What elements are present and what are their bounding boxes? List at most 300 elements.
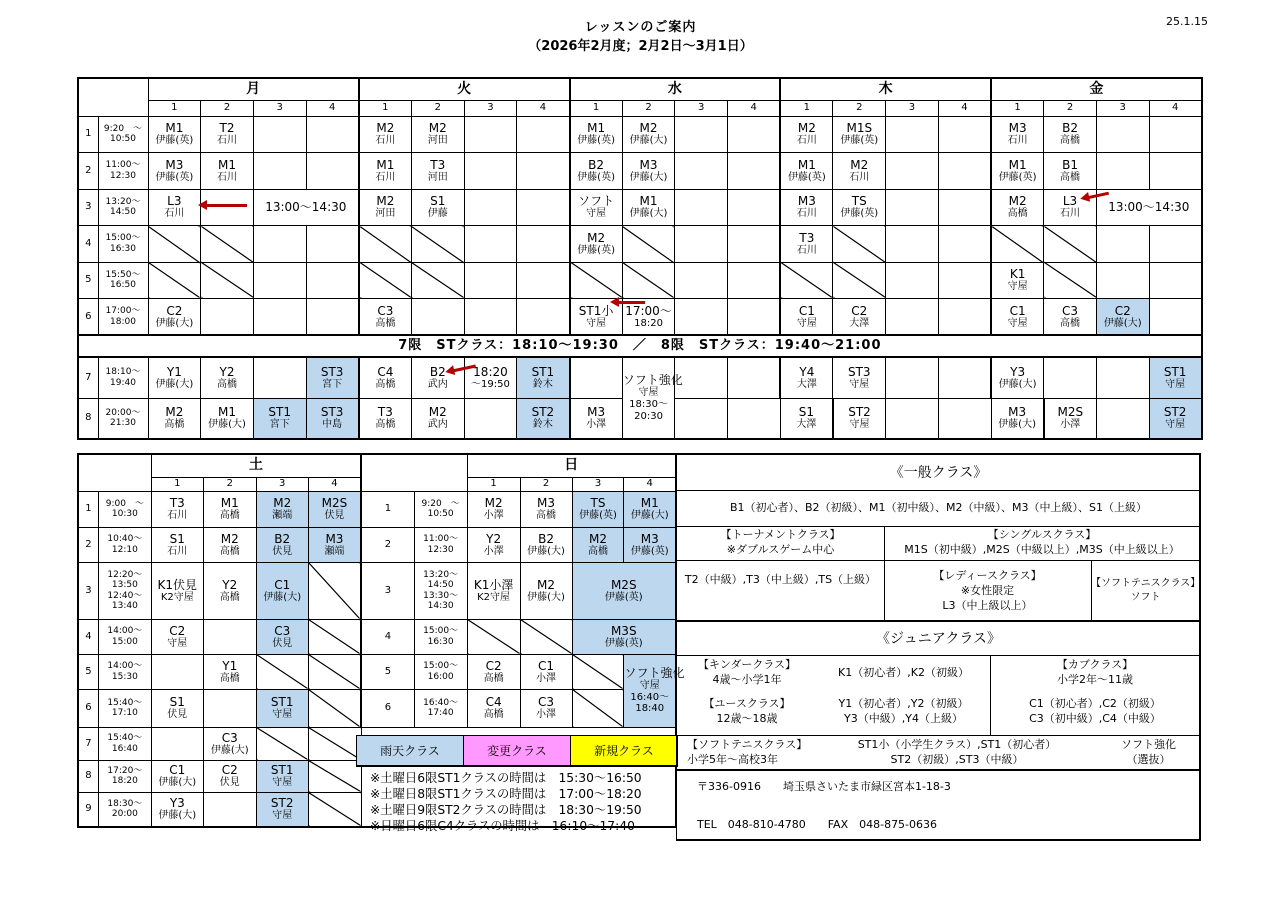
tournament-class-heading: 【トーナメントクラス】: [720, 528, 841, 541]
class-code: M2: [537, 577, 556, 592]
class-slot-cell: [151, 689, 203, 727]
class-slot-cell: [201, 357, 254, 398]
class-slot-cell: [675, 299, 728, 336]
period-time: 9:20 ～ 10:50: [98, 116, 148, 153]
day-header: 月: [148, 78, 359, 100]
class-code: Y4: [799, 364, 815, 379]
period-number: 1: [361, 491, 414, 527]
class-slot-cell: [148, 189, 201, 226]
class-slot-cell: [464, 299, 517, 336]
class-code: B2: [588, 157, 605, 172]
slot-number: 2: [833, 100, 886, 116]
class-coach: 伊藤(英): [630, 545, 669, 557]
class-code: M3: [639, 157, 658, 172]
period-number: 2: [78, 153, 98, 190]
class-coach: 守屋: [167, 637, 188, 649]
class-code: M2: [587, 230, 606, 245]
class-slot-cell: [1096, 398, 1149, 439]
class-code: C1: [169, 763, 186, 778]
class-slot-cell: [306, 299, 359, 336]
empty-slot-cell: [991, 226, 1044, 263]
class-slot-cell: [411, 189, 464, 226]
class-coach: 伊藤: [427, 208, 448, 220]
class-coach: 伊藤(英): [604, 591, 643, 603]
slot-number: 3: [256, 477, 308, 491]
class-slot-cell: [1096, 153, 1149, 190]
class-slot-cell: [1149, 299, 1202, 336]
corner-cell: [78, 78, 148, 116]
class-slot-cell: [203, 792, 256, 827]
class-slot-cell: [151, 619, 203, 654]
class-slot-cell: [148, 398, 201, 439]
cub-class-heading: 【カブクラス】: [1056, 658, 1134, 671]
period-time: 17:00～ 18:00: [98, 299, 148, 336]
class-slot-cell: [517, 116, 570, 153]
class-code: C1: [274, 577, 291, 592]
class-slot-cell: [991, 116, 1044, 153]
class-coach: 伊藤(大): [263, 591, 302, 603]
class-code: M1: [639, 194, 658, 209]
class-coach: 伊藤(大): [629, 208, 668, 220]
class-coach: 武内: [427, 378, 448, 390]
class-slot-cell: [1149, 357, 1202, 398]
class-coach: 武内: [427, 419, 448, 431]
class-slot-cell: [306, 398, 359, 439]
class-code: C3: [274, 623, 291, 638]
slot-number: 4: [308, 477, 361, 491]
class-slot-cell: [780, 226, 833, 263]
youth-class-levels-1: Y1（初心者）,Y2（初級）: [838, 697, 969, 710]
class-slot-cell: [624, 654, 685, 727]
class-coach: K2守屋: [477, 591, 511, 603]
class-coach: 伊藤(大): [158, 810, 197, 822]
class-coach: 鈴木: [532, 378, 553, 390]
class-code: ST1小: [578, 303, 614, 318]
class-code: M1: [640, 496, 659, 511]
empty-slot-cell: [359, 262, 412, 299]
junior-soft-tennis-levels-2: ST2（初級）,ST3（中級）: [890, 753, 1024, 766]
class-coach: 伊藤(英): [579, 510, 617, 522]
period-time: 13:20～ 14:50: [98, 189, 148, 226]
class-slot-cell: [411, 357, 464, 398]
class-slot-cell: [253, 226, 306, 263]
class-code: T3: [377, 405, 393, 420]
class-coach: 伊藤(大): [158, 777, 197, 789]
class-coach: 守屋: [1007, 317, 1028, 329]
class-slot-cell: [570, 116, 623, 153]
class-code: M2S: [610, 577, 637, 592]
day-header: 水: [570, 78, 781, 100]
class-code: C2: [169, 623, 186, 638]
class-coach: 守屋: [1165, 419, 1186, 431]
empty-slot-cell: [570, 262, 623, 299]
class-slot-cell: [306, 357, 359, 398]
class-slot-cell: [572, 527, 624, 562]
class-code: C2: [166, 303, 183, 318]
class-coach: 伏見: [167, 709, 188, 721]
class-slot-cell: [624, 527, 676, 562]
class-coach: 高橋: [588, 545, 608, 557]
cub-class-levels-1: C1（初心者）,C2（初級）: [1029, 697, 1161, 710]
period-number: 3: [78, 189, 98, 226]
class-coach: 伏見: [272, 637, 293, 649]
class-code: 17:00～: [625, 303, 672, 318]
class-code: C3: [377, 303, 394, 318]
class-code: T3: [430, 157, 446, 172]
class-coach: 石川: [1007, 135, 1028, 147]
class-slot-cell: [520, 689, 572, 727]
class-slot-cell: [203, 760, 256, 792]
class-coach: 石川: [796, 208, 817, 220]
slot-number: 1: [359, 100, 412, 116]
class-slot-cell: [148, 116, 201, 153]
class-code: S1: [430, 194, 446, 209]
class-coach: 石川: [167, 545, 188, 557]
singles-class-levels: M1S（初中級）,M2S（中級以上）,M3S（中上級以上）: [904, 543, 1180, 556]
class-coach: 伊藤(英): [998, 171, 1037, 183]
class-coach: 伊藤(英): [840, 208, 879, 220]
class-coach: 瀬端: [324, 545, 345, 557]
class-code: M2: [376, 194, 395, 209]
class-code: M3: [587, 405, 606, 420]
class-code: ST1: [270, 763, 294, 778]
ladies-class-heading: 【レディースクラス】: [933, 569, 1042, 582]
class-coach: 石川: [164, 208, 185, 220]
class-slot-cell: [1044, 357, 1097, 398]
class-code: TS: [590, 496, 606, 511]
class-coach: 石川: [849, 171, 870, 183]
period-number: 5: [78, 262, 98, 299]
empty-slot-cell: [572, 689, 624, 727]
class-coach: 石川: [217, 171, 238, 183]
soft-strong-sub: （選抜）: [1126, 753, 1171, 766]
class-slot-cell: [256, 562, 308, 619]
class-code: M2: [484, 496, 503, 511]
class-slot-cell: [201, 398, 254, 439]
class-coach: 伊藤(大): [527, 545, 565, 557]
class-code: ST2: [531, 405, 555, 420]
class-slot-cell: [938, 398, 991, 439]
slot-number: 3: [675, 100, 728, 116]
class-slot-cell: [886, 189, 939, 226]
color-legend: [356, 735, 678, 767]
class-code: M2: [797, 121, 816, 136]
class-slot-cell: [622, 116, 675, 153]
class-code: ST1: [1163, 364, 1187, 379]
class-code: M2S: [321, 496, 348, 511]
class-code: M3: [1008, 121, 1027, 136]
class-code: ST2: [848, 405, 871, 420]
class-coach: 伊藤(英): [577, 171, 615, 183]
empty-slot-cell: [622, 226, 675, 263]
class-slot-cell: [572, 619, 676, 654]
note-line: ※日曜日6限C4クラスの時間は 16:10～17:40: [370, 819, 635, 833]
class-coach: 高橋: [375, 378, 396, 390]
class-slot-cell: [201, 189, 254, 226]
class-coach: 伊藤(英): [840, 135, 879, 147]
period-number: 6: [361, 689, 414, 727]
class-code: Y3: [169, 796, 185, 811]
class-slot-cell: [464, 116, 517, 153]
class-slot-cell: [151, 727, 203, 760]
class-slot-cell: [675, 398, 728, 439]
slot-number: 2: [201, 100, 254, 116]
soft-strong-label: ソフト強化: [1121, 738, 1176, 751]
class-coach: 鈴木: [532, 419, 553, 431]
class-slot-cell: [728, 189, 781, 226]
empty-slot-cell: [520, 619, 572, 654]
slot-number: 4: [938, 100, 991, 116]
class-code: M1: [165, 121, 184, 136]
class-coach: 高橋: [1007, 208, 1028, 220]
class-coach: 伏見: [324, 510, 345, 522]
day-header: 木: [780, 78, 991, 100]
class-slot-cell: [570, 189, 623, 226]
class-slot-cell: [467, 689, 520, 727]
period-number: 7: [78, 357, 98, 398]
class-code: S1: [169, 695, 185, 710]
class-slot-cell: [886, 299, 939, 336]
class-slot-cell: [464, 357, 517, 398]
class-code: 13:00～14:30: [265, 200, 347, 215]
class-slot-cell: [151, 760, 203, 792]
class-code: 18:20: [473, 364, 508, 379]
class-slot-cell: [151, 527, 203, 562]
class-slot-cell: [1149, 153, 1202, 190]
class-slot-cell: [728, 299, 781, 336]
slot-number: 3: [464, 100, 517, 116]
class-slot-cell: [886, 226, 939, 263]
period-time: 15:40～ 16:40: [98, 727, 151, 760]
class-slot-cell: [520, 491, 572, 527]
class-coach: 高橋: [219, 591, 240, 603]
class-slot-cell: [728, 226, 781, 263]
class-coach: 小澤: [536, 709, 557, 721]
class-coach: 守屋: [272, 810, 293, 822]
class-slot-cell: [203, 654, 256, 689]
class-coach: 宮下: [322, 378, 343, 390]
class-code: M2: [376, 121, 395, 136]
class-code: M1: [1008, 157, 1027, 172]
class-code: M3: [640, 531, 659, 546]
class-coach: 宮下: [269, 419, 290, 431]
class-coach: 伊藤(英): [577, 244, 615, 256]
period-time: 9:20 ～ 10:50: [414, 491, 467, 527]
class-coach: 伊藤(英): [155, 171, 194, 183]
junior-soft-tennis-age: 小学5年～高校3年: [687, 753, 778, 766]
slot-number: 2: [1044, 100, 1097, 116]
period-time: 15:00～ 16:00: [414, 654, 467, 689]
class-code: C2: [485, 658, 502, 673]
period-number: 8: [78, 398, 98, 439]
period-time: 15:00～ 16:30: [414, 619, 467, 654]
class-coach: 守屋: [849, 378, 870, 390]
class-slot-cell: [780, 398, 833, 439]
class-slot-cell: [833, 398, 886, 439]
day-header: 火: [359, 78, 570, 100]
class-code: M2: [428, 121, 447, 136]
empty-slot-cell: [572, 654, 624, 689]
period-time: 13:20～ 14:50 13:30～ 14:30: [414, 562, 467, 619]
empty-slot-cell: [308, 619, 361, 654]
class-slot-cell: [464, 262, 517, 299]
slot-number: 2: [411, 100, 464, 116]
class-slot-cell: [570, 226, 623, 263]
period-time: 11:00～ 12:30: [98, 153, 148, 190]
class-slot-cell: [306, 116, 359, 153]
class-code: M3S: [610, 623, 637, 638]
empty-slot-cell: [833, 262, 886, 299]
junior-soft-tennis-levels-1: ST1小（小学生クラス）,ST1（初心者）: [857, 738, 1057, 751]
class-slot-cell: [203, 491, 256, 527]
class-code: M2: [850, 157, 869, 172]
class-coach: 高橋: [375, 317, 396, 329]
class-slot-cell: [201, 153, 254, 190]
slot-number: 4: [624, 477, 676, 491]
class-slot-cell: [256, 491, 308, 527]
ladies-class-level: L3（中上級以上）: [942, 599, 1033, 612]
class-code: C1: [1009, 303, 1026, 318]
contact-phone-fax: TEL 048-810-4780 FAX 048-875-0636: [697, 818, 938, 831]
class-code: K1: [1009, 267, 1026, 282]
class-coach: 守屋: [272, 709, 293, 721]
legend-changed-class: 変更クラス: [464, 736, 571, 765]
class-slot-cell: [1149, 226, 1202, 263]
period-number: 4: [78, 619, 98, 654]
class-coach: 河田: [427, 171, 448, 183]
class-code: S1: [798, 405, 814, 420]
class-time: 18:30～: [629, 399, 668, 411]
class-slot-cell: [203, 689, 256, 727]
class-slot-cell: [833, 116, 886, 153]
class-coach: 石川: [1060, 208, 1081, 220]
class-slot-cell: [359, 116, 412, 153]
class-coach: 守屋: [639, 679, 660, 691]
class-slot-cell: [728, 153, 781, 190]
slot-number: 2: [520, 477, 572, 491]
class-coach: 石川: [167, 510, 188, 522]
class-slot-cell: [570, 357, 623, 398]
class-code: M1: [376, 157, 395, 172]
period-number: 3: [78, 562, 98, 619]
empty-slot-cell: [201, 226, 254, 263]
class-slot-cell: [572, 491, 624, 527]
period-time: 20:00～ 21:30: [98, 398, 148, 439]
class-slot-cell: [1044, 299, 1097, 336]
class-coach: 守屋: [586, 208, 607, 220]
class-coach: 高橋: [219, 510, 240, 522]
postal-address: 〒336-0916 埼玉県さいたま市緑区宮本1-18-3: [697, 780, 951, 793]
empty-slot-cell: [308, 792, 361, 827]
class-coach: 高橋: [536, 510, 557, 522]
period-number: 6: [78, 299, 98, 336]
class-code: M3: [165, 157, 184, 172]
class-code: B1: [1062, 157, 1078, 172]
class-coach: 伊藤(大): [1103, 317, 1142, 329]
class-slot-cell: [253, 262, 306, 299]
period-time: 15:00～ 16:30: [98, 226, 148, 263]
class-slot-cell: [151, 491, 203, 527]
class-code: ST3: [320, 364, 344, 379]
empty-slot-cell: [148, 262, 201, 299]
class-slot-cell: [308, 527, 361, 562]
class-time: 20:30: [634, 410, 663, 422]
class-code: C2: [1114, 303, 1131, 318]
class-slot-cell: [1096, 262, 1149, 299]
class-code: B2: [274, 531, 291, 546]
class-coach: 小澤: [1060, 419, 1081, 431]
empty-slot-cell: [256, 654, 308, 689]
class-code: ST2: [1163, 405, 1187, 420]
class-slot-cell: [464, 398, 517, 439]
class-coach: 石川: [375, 135, 396, 147]
class-code: C1: [538, 658, 555, 673]
class-slot-cell: [411, 153, 464, 190]
period-time: 16:40～ 17:40: [414, 689, 467, 727]
class-slot-cell: [201, 116, 254, 153]
class-code: C3: [1062, 303, 1079, 318]
period-number: 4: [78, 226, 98, 263]
class-slot-cell: [675, 226, 728, 263]
class-slot-cell: [203, 527, 256, 562]
class-code: K1小澤: [473, 577, 514, 592]
note-line: ※土曜日9限ST2クラスの時間は 18:30～19:50: [370, 803, 642, 817]
class-code: T2: [219, 121, 235, 136]
class-code: M2: [1008, 194, 1027, 209]
class-slot-cell: [991, 398, 1044, 439]
class-info-panel: [676, 453, 1201, 841]
class-slot-cell: [622, 357, 683, 439]
general-class-heading: 《一般クラス》: [889, 465, 988, 481]
class-slot-cell: [938, 226, 991, 263]
class-coach: 高橋: [1060, 135, 1081, 147]
class-slot-cell: [464, 153, 517, 190]
class-slot-cell: [991, 153, 1044, 190]
class-coach: 高橋: [164, 419, 185, 431]
class-slot-cell: [359, 398, 412, 439]
kinder-class-age: 4歳～小学1年: [712, 673, 782, 686]
empty-slot-cell: [780, 262, 833, 299]
empty-slot-cell: [308, 562, 361, 619]
class-code: ST3: [320, 405, 344, 420]
class-code: ST1: [268, 405, 292, 420]
class-slot-cell: [517, 398, 570, 439]
class-slot-cell: [1149, 262, 1202, 299]
class-coach: 高橋: [483, 709, 504, 721]
class-slot-cell: [675, 262, 728, 299]
class-slot-cell: [833, 189, 886, 226]
class-code: M3: [1008, 405, 1027, 420]
empty-slot-cell: [256, 727, 308, 760]
class-slot-cell: [886, 116, 939, 153]
class-coach: 河田: [375, 208, 396, 220]
st-class-times-banner: 7限 STクラス：18:10～19:30 ／ 8限 STクラス：19:40～21:00: [78, 335, 1202, 357]
slot-number: 4: [306, 100, 359, 116]
class-slot-cell: [253, 116, 306, 153]
class-code: M1: [218, 157, 237, 172]
class-coach: 石川: [796, 135, 817, 147]
class-slot-cell: [253, 357, 306, 398]
class-slot-cell: [253, 398, 306, 439]
class-coach: 伊藤(大): [155, 317, 194, 329]
empty-slot-cell: [308, 654, 361, 689]
class-coach: 大澤: [849, 317, 870, 329]
weekend-time-notes: [370, 770, 642, 834]
class-slot-cell: [833, 299, 886, 336]
class-slot-cell: [1096, 189, 1201, 226]
class-slot-cell: [148, 299, 201, 336]
period-number: 8: [78, 760, 98, 792]
